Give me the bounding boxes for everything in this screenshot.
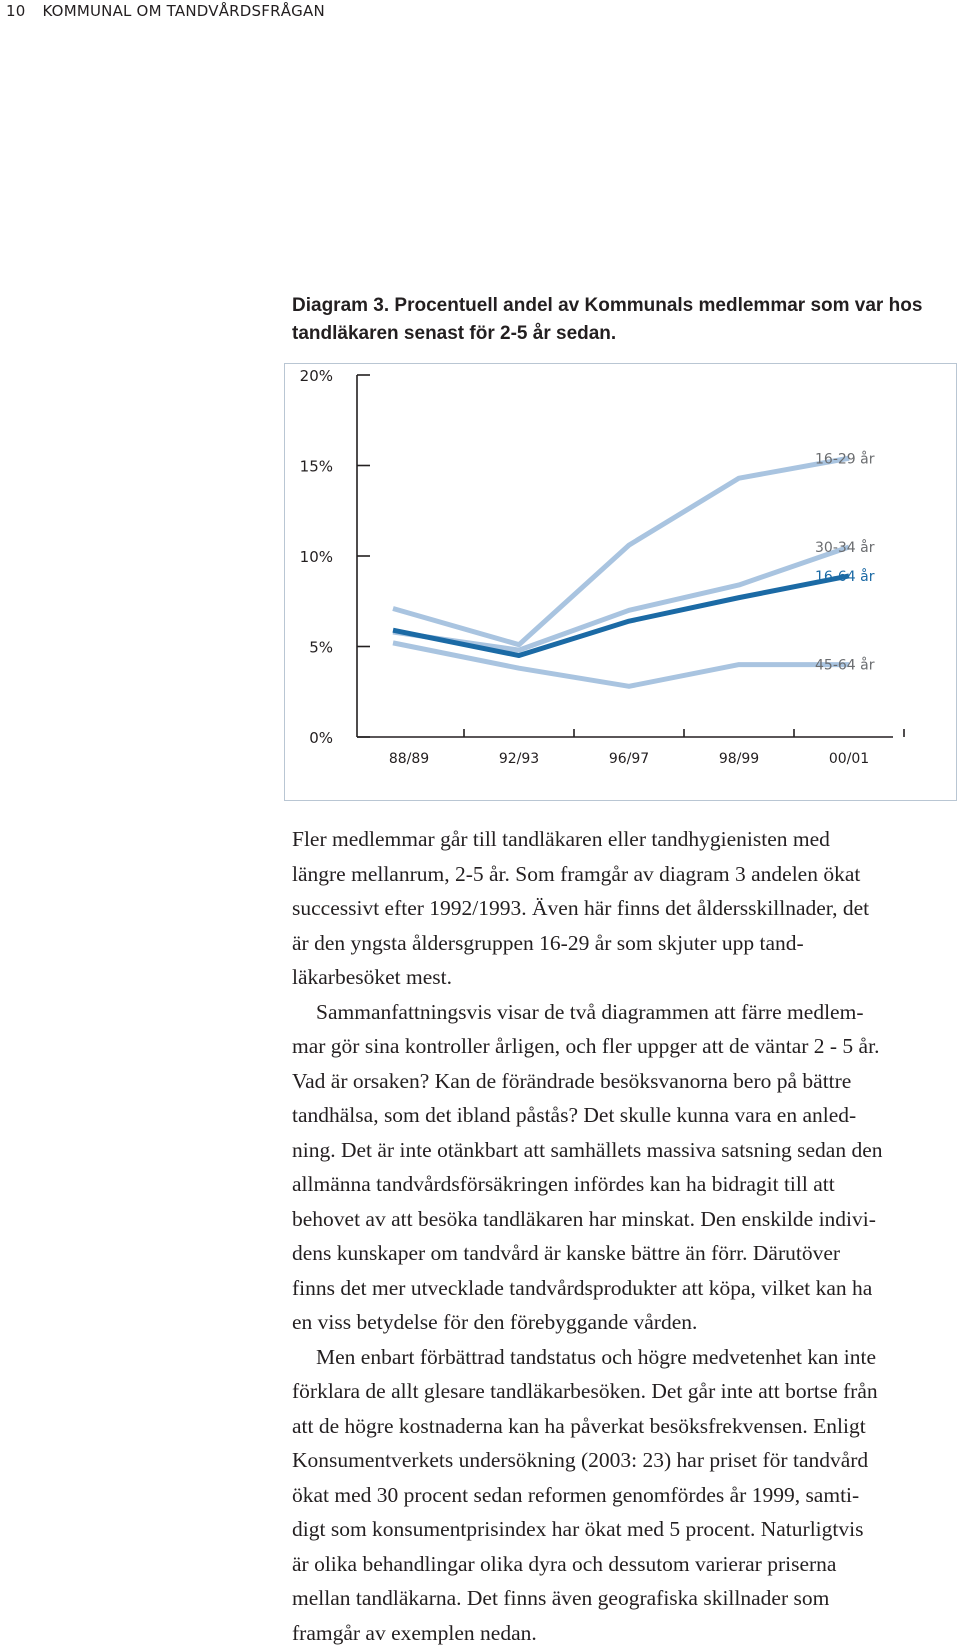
paragraph bbox=[292, 822, 957, 995]
text-line: att de högre kostnaderna kan ha påverkat besöksfrekvensen. Enligt bbox=[292, 1409, 957, 1444]
text-line: förklara de allt glesare tandläkarbesöken. Det går inte att bortse från bbox=[292, 1374, 957, 1409]
caption-line: Diagram 3. Procentuell andel av Kommunals medlemmar som var hos bbox=[292, 292, 932, 320]
y-tick-label: 0% bbox=[309, 729, 333, 747]
text-line: dens kunskaper om tandvård är kanske bättre än förr. Därutöver bbox=[292, 1236, 957, 1271]
y-tick-label: 10% bbox=[300, 548, 333, 566]
series-line bbox=[393, 458, 849, 644]
text-line: behovet av att besöka tandläkaren har minskat. Den enskilde indivi- bbox=[292, 1202, 957, 1237]
paragraph bbox=[292, 1340, 957, 1650]
text-line: framgår av exemplen nedan. bbox=[292, 1616, 957, 1650]
text-line: är den yngsta åldersgruppen 16-29 år som skjuter upp tand- bbox=[292, 926, 957, 961]
text-line: ning. Det är inte otänkbart att samhällets massiva satsning sedan den bbox=[292, 1133, 957, 1168]
x-tick-label: 88/89 bbox=[389, 751, 429, 767]
text-line: Men enbart förbättrad tandstatus och högre medvetenhet kan inte bbox=[292, 1340, 957, 1375]
text-line: finns det mer utvecklade tandvårdsprodukter att köpa, vilket kan ha bbox=[292, 1271, 957, 1306]
x-tick-label: 92/93 bbox=[499, 751, 539, 767]
text-line: mellan tandläkarna. Det finns även geografiska skillnader som bbox=[292, 1581, 957, 1616]
text-line: mar gör sina kontroller årligen, och fler uppger att de väntar 2 - 5 år. bbox=[292, 1029, 957, 1064]
page-number: 10 bbox=[6, 2, 26, 20]
line-chart bbox=[284, 363, 957, 801]
text-line: ökat med 30 procent sedan reformen genomfördes år 1999, samti- bbox=[292, 1478, 957, 1513]
caption-line: tandläkaren senast för 2-5 år sedan. bbox=[292, 320, 932, 348]
text-line: längre mellanrum, 2-5 år. Som framgår av diagram 3 andelen ökat bbox=[292, 857, 957, 892]
y-tick-label: 20% bbox=[300, 367, 333, 385]
series-line bbox=[393, 643, 849, 686]
text-line: Fler medlemmar går till tandläkaren eller tandhygienisten med bbox=[292, 822, 957, 857]
x-tick-label: 98/99 bbox=[719, 751, 759, 767]
text-line: Konsumentverkets undersökning (2003: 23) har priset för tandvård bbox=[292, 1443, 957, 1478]
running-title: KOMMUNAL OM TANDVÅRDSFRÅGAN bbox=[42, 2, 324, 20]
text-line: allmänna tandvårdsförsäkringen infördes kan ha bidragit till att bbox=[292, 1167, 957, 1202]
series-label: 30-34 år bbox=[815, 539, 875, 556]
text-line: läkarbesöket mest. bbox=[292, 960, 957, 995]
text-line: Vad är orsaken? Kan de förändrade besöksvanorna bero på bättre bbox=[292, 1064, 957, 1099]
series-line bbox=[393, 547, 849, 650]
text-line: en viss betydelse för den förebyggande vården. bbox=[292, 1305, 957, 1340]
figure-caption bbox=[292, 292, 932, 348]
series-label: 45-64 år bbox=[815, 657, 875, 674]
text-line: är olika behandlingar olika dyra och dessutom varierar priserna bbox=[292, 1547, 957, 1582]
running-header bbox=[6, 2, 325, 20]
x-tick-label: 00/01 bbox=[829, 751, 869, 767]
body-text bbox=[292, 822, 957, 1650]
y-tick-label: 5% bbox=[309, 639, 333, 657]
text-line: digt som konsumentprisindex har ökat med 5 procent. Naturligtvis bbox=[292, 1512, 957, 1547]
text-line: tandhälsa, som det ibland påstås? Det skulle kunna vara en anled- bbox=[292, 1098, 957, 1133]
series-label: 16-64 år bbox=[815, 568, 875, 585]
text-line: successivt efter 1992/1993. Även här finns det åldersskillnader, det bbox=[292, 891, 957, 926]
y-tick-label: 15% bbox=[300, 458, 333, 476]
text-line: Sammanfattningsvis visar de två diagrammen att färre medlem- bbox=[292, 995, 957, 1030]
chart-canvas bbox=[285, 364, 958, 802]
series-label: 16-29 år bbox=[815, 450, 875, 467]
paragraph bbox=[292, 995, 957, 1340]
x-tick-label: 96/97 bbox=[609, 751, 649, 767]
